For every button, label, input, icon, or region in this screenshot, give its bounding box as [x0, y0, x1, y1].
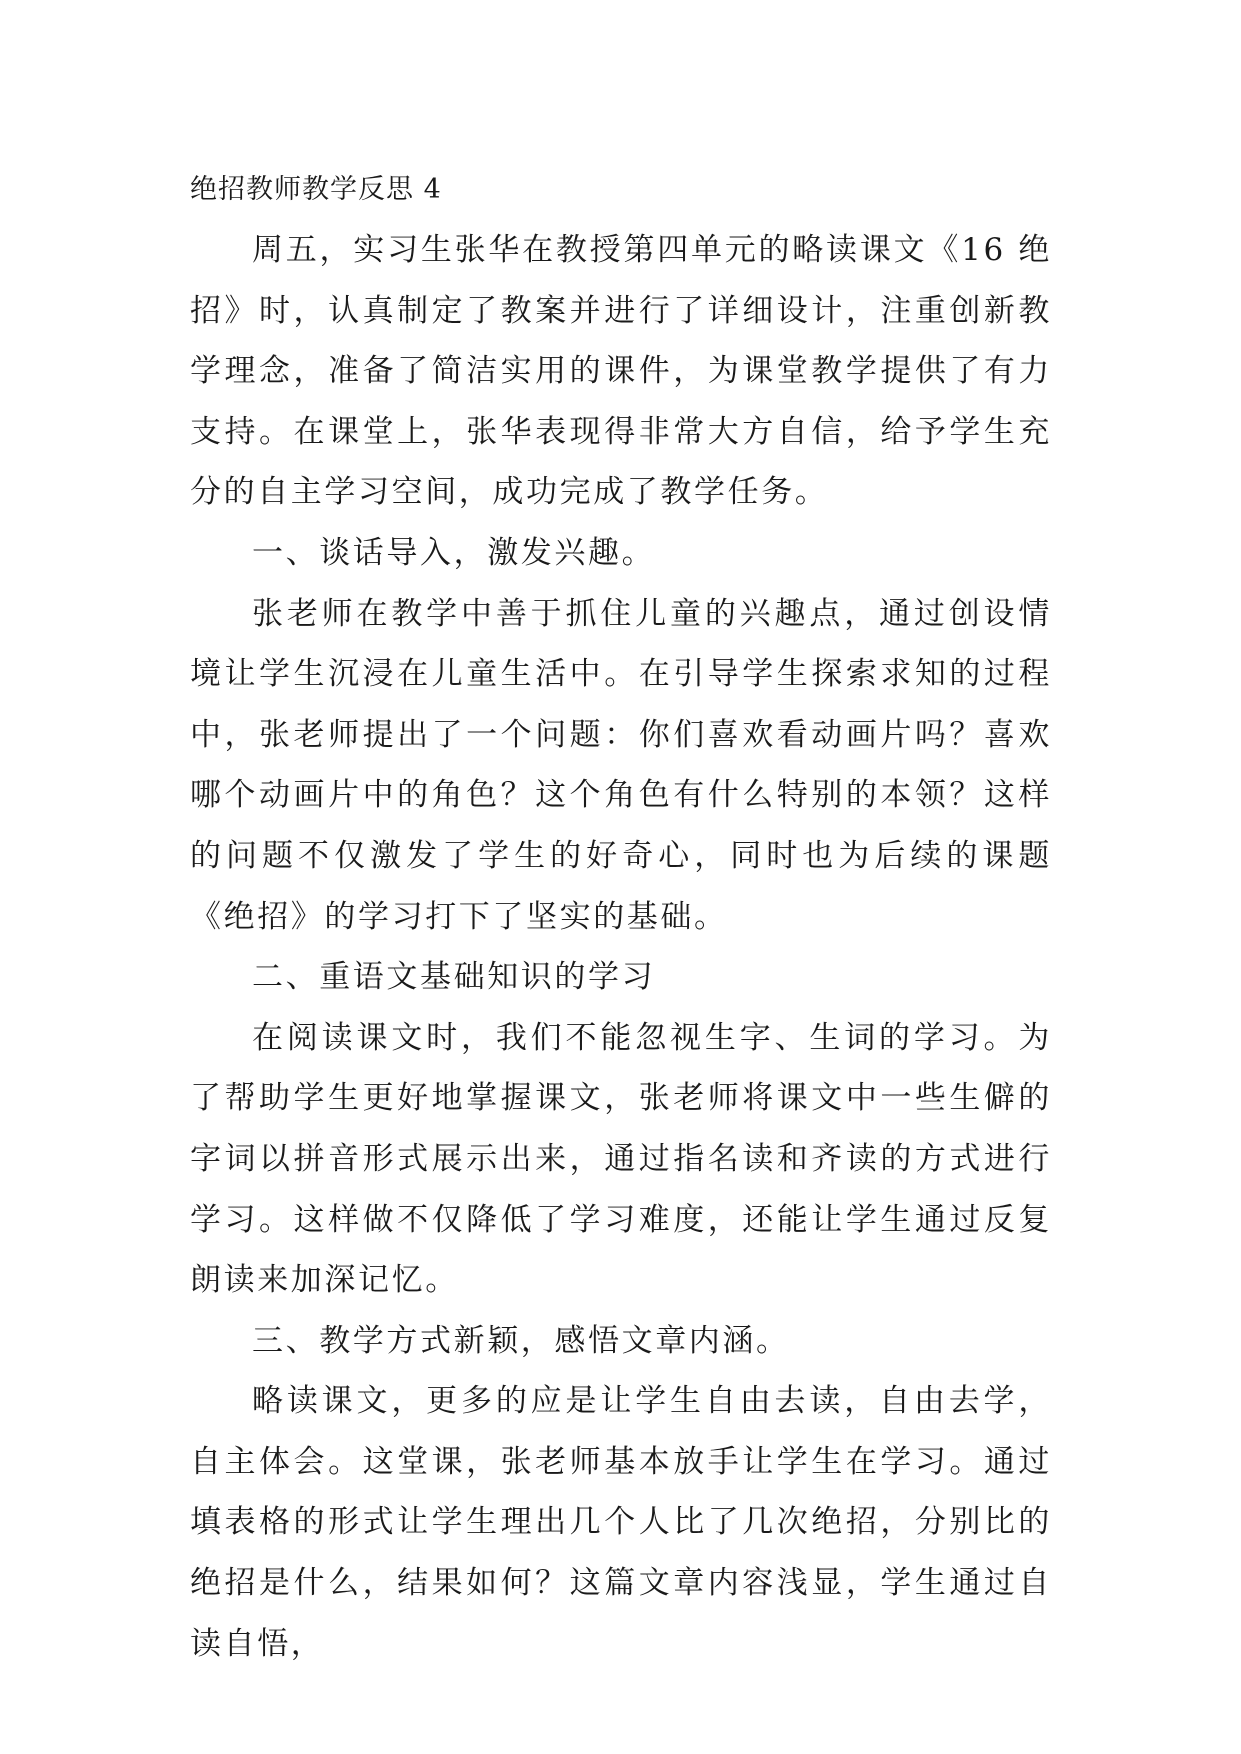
section-heading-1: 一、谈话导入，激发兴趣。 [252, 534, 656, 571]
section-heading-2: 二、重语文基础知识的学习 [252, 959, 656, 996]
document-title: 绝招教师教学反思 4 [190, 174, 442, 205]
section-1-paragraph: 张老师在教学中善于抓住儿童的兴趣点，通过创设情境让学生沉浸在儿童生活中。在引导学生探索求知的过程中，张老师提出了一个问题：你们喜欢看动画片吗？喜欢哪个动画片中的角色？这个角色有什么特别的本领？这样的问题不仅激发了学生的好奇心，同时也为后续的课题《绝招》的学习打下了坚实的基础。 [190, 595, 1052, 935]
intro-paragraph: 周五，实习生张华在教授第四单元的略读课文《16 绝招》时，认真制定了教案并进行了详细设计，注重创新教学理念，准备了简洁实用的课件，为课堂教学提供了有力支持。在课堂上，张华表现得非常大方自信，给予学生充分的自主学习空间，成功完成了教学任务。 [190, 232, 1052, 511]
section-3-paragraph: 略读课文，更多的应是让学生自由去读，自由去学，自主体会。这堂课，张老师基本放手让学生在学习。通过填表格的形式让学生理出几个人比了几次绝招，分别比的绝招是什么，结果如何？这篇文章内容浅显，学生通过自读自悟， [190, 1383, 1052, 1662]
section-heading-3: 三、教学方式新颖，感悟文章内涵。 [252, 1322, 790, 1359]
document-body [190, 160, 1052, 1674]
section-2-paragraph: 在阅读课文时，我们不能忽视生字、生词的学习。为了帮助学生更好地掌握课文，张老师将课文中一些生僻的字词以拼音形式展示出来，通过指名读和齐读的方式进行学习。这样做不仅降低了学习难度，还能让学生通过反复朗读来加深记忆。 [190, 1019, 1052, 1299]
